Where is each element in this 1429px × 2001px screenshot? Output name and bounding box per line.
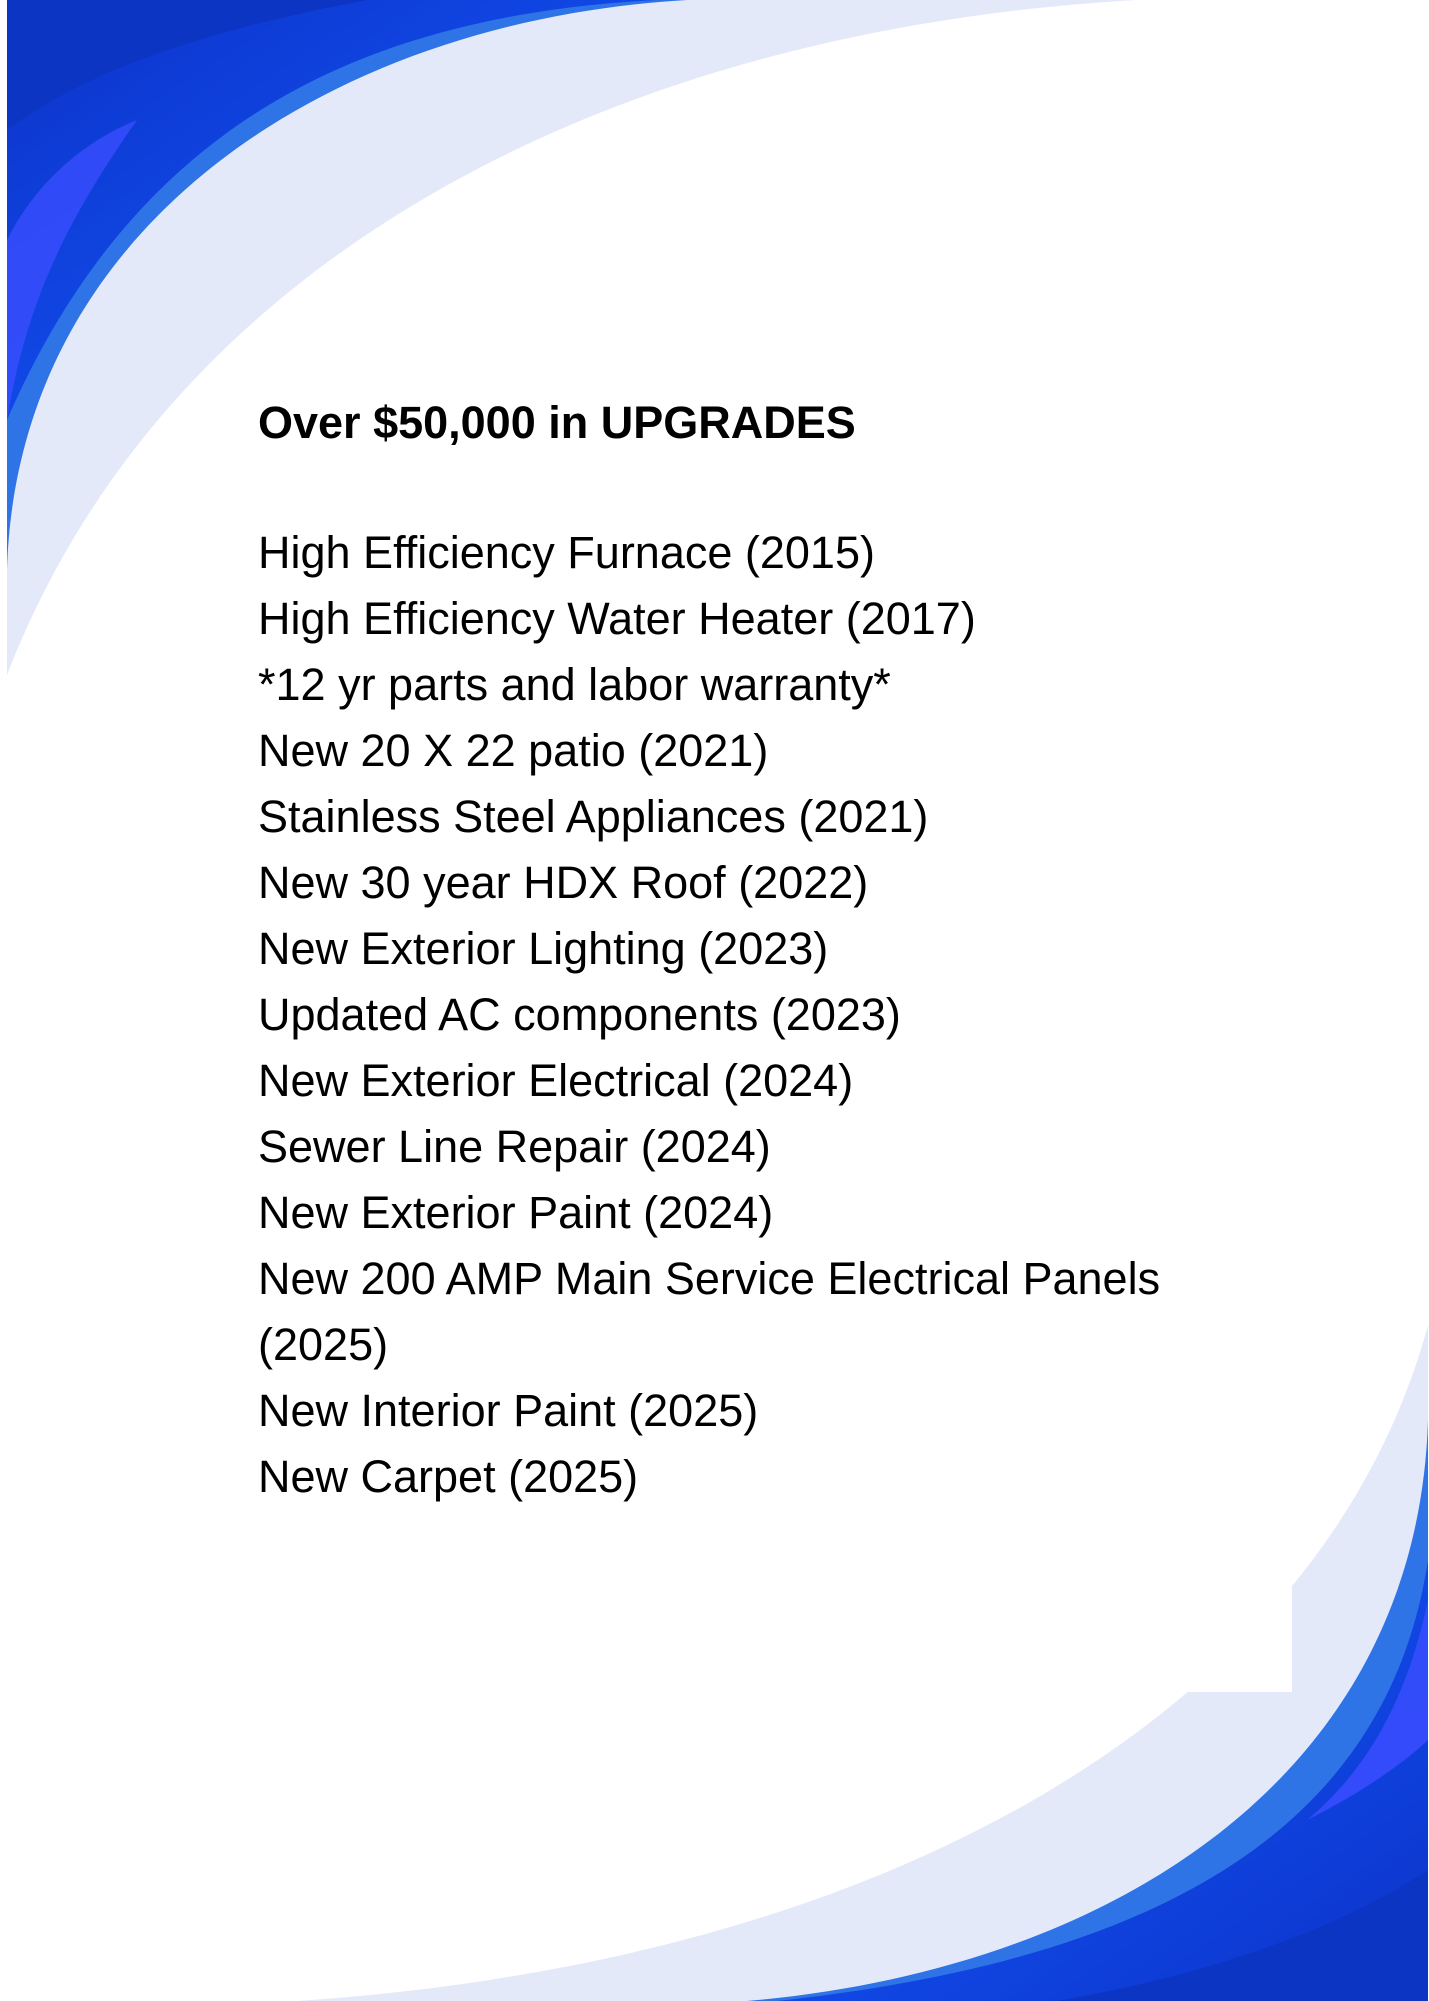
list-item: New Exterior Paint (2024) xyxy=(258,1187,774,1238)
list-item: High Efficiency Water Heater (2017) xyxy=(258,593,976,644)
list-item: *12 yr parts and labor warranty* xyxy=(258,659,891,710)
list-item: New Carpet (2025) xyxy=(258,1451,639,1502)
upgrades-section xyxy=(258,390,1258,1510)
list-item: Stainless Steel Appliances (2021) xyxy=(258,791,929,842)
list-item: New Interior Paint (2025) xyxy=(258,1385,759,1436)
white-notch xyxy=(1172,1575,1292,1692)
list-item: High Efficiency Furnace (2015) xyxy=(258,527,875,578)
list-item: New Exterior Electrical (2024) xyxy=(258,1055,854,1106)
list-item: Updated AC components (2023) xyxy=(258,989,901,1040)
upgrade-list xyxy=(258,520,1258,1510)
list-item: New 20 X 22 patio (2021) xyxy=(258,725,769,776)
list-item: New 30 year HDX Roof (2022) xyxy=(258,857,869,908)
list-item: New Exterior Lighting (2023) xyxy=(258,923,829,974)
flyer-page xyxy=(7,0,1428,2001)
list-item: Sewer Line Repair (2024) xyxy=(258,1121,771,1172)
heading-spacer xyxy=(258,456,1258,520)
list-item: New 200 AMP Main Service Electrical Panels (2025) xyxy=(258,1253,1161,1370)
upgrades-heading: Over $50,000 in UPGRADES xyxy=(258,397,856,448)
